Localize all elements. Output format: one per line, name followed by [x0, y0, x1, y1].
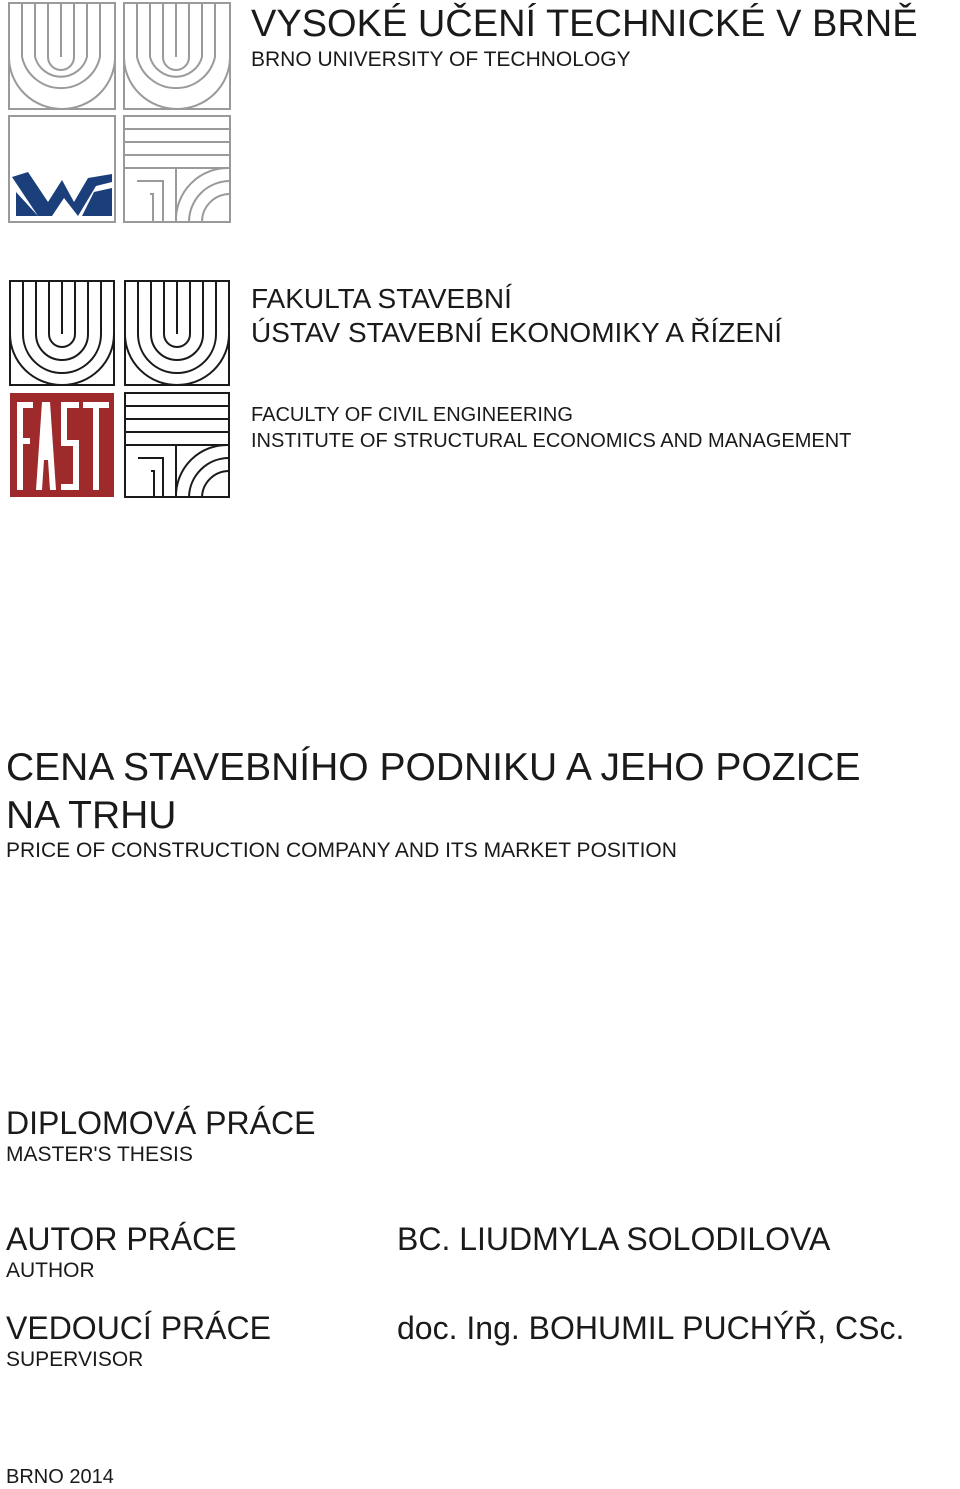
thesis-type-cz: DIPLOMOVÁ PRÁCE — [6, 1105, 316, 1141]
thesis-title-line2: NA TRHU — [6, 794, 177, 837]
thesis-title-en: PRICE OF CONSTRUCTION COMPANY AND ITS MARKET POSITION — [6, 839, 677, 862]
supervisor-label-en: SUPERVISOR — [6, 1348, 144, 1371]
supervisor-label-cz: VEDOUCÍ PRÁCE — [6, 1310, 271, 1346]
university-logo — [8, 2, 232, 224]
author-label-en: AUTHOR — [6, 1259, 95, 1282]
university-name-en: BRNO UNIVERSITY OF TECHNOLOGY — [251, 48, 631, 71]
thesis-type-en: MASTER'S THESIS — [6, 1143, 193, 1166]
faculty-name-en: FACULTY OF CIVIL ENGINEERING — [251, 404, 573, 426]
author-label-cz: AUTOR PRÁCE — [6, 1221, 237, 1257]
supervisor-name: doc. Ing. BOHUMIL PUCHÝŘ, CSc. — [397, 1310, 905, 1346]
institute-name-en: INSTITUTE OF STRUCTURAL ECONOMICS AND MANAGEMENT — [251, 430, 852, 452]
faculty-name-cz: FAKULTA STAVEBNÍ — [251, 283, 512, 314]
place-year: BRNO 2014 — [6, 1466, 114, 1488]
thesis-title-line1: CENA STAVEBNÍHO PODNIKU A JEHO POZICE — [6, 746, 861, 789]
university-name-cz: VYSOKÉ UČENÍ TECHNICKÉ V BRNĚ — [251, 3, 918, 45]
author-name: BC. LIUDMYLA SOLODILOVA — [397, 1221, 831, 1257]
faculty-logo — [9, 280, 231, 500]
institute-name-cz: ÚSTAV STAVEBNÍ EKONOMIKY A ŘÍZENÍ — [251, 317, 783, 348]
